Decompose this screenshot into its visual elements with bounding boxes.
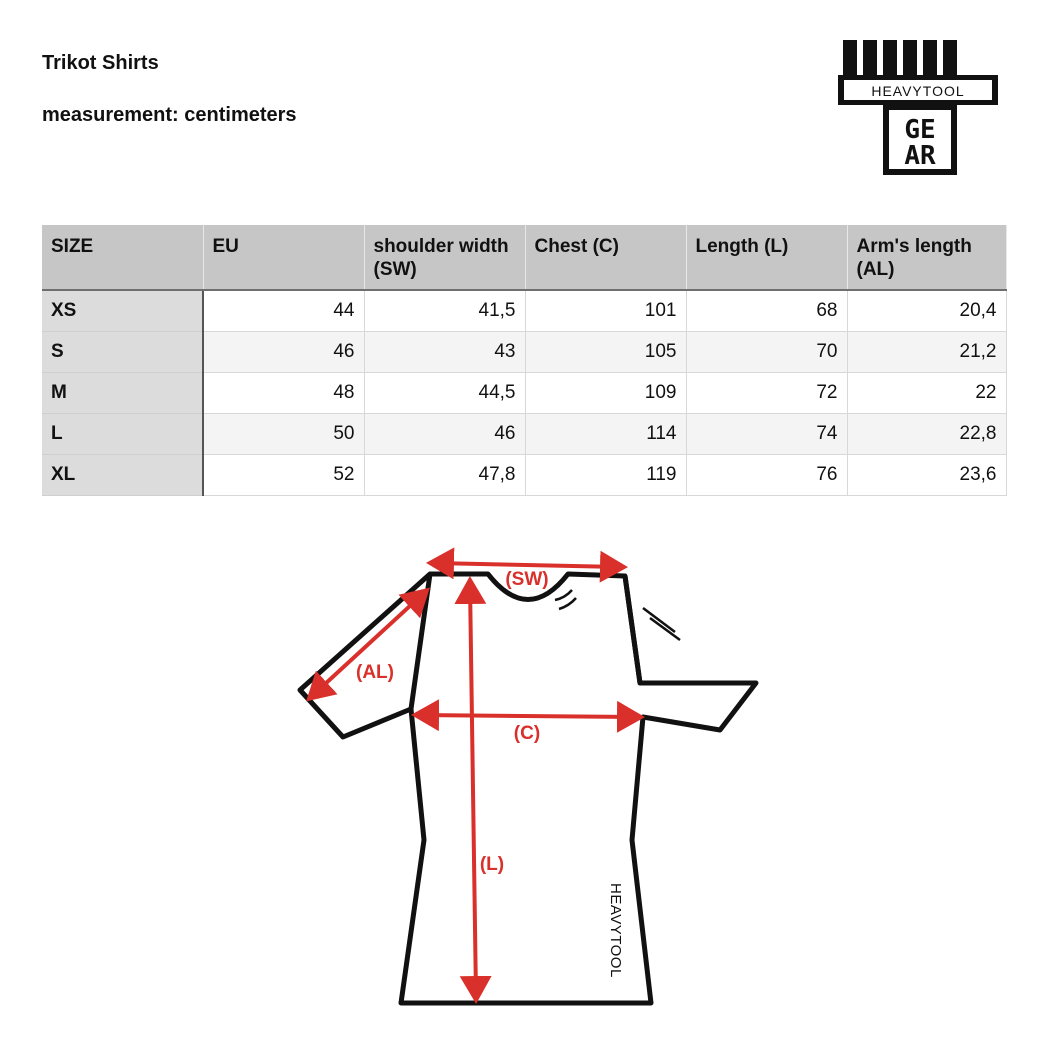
length-cell: 72 xyxy=(686,373,847,414)
heavytool-gear-logo xyxy=(838,40,998,175)
measurement-unit-label: measurement: centimeters xyxy=(42,104,297,126)
sw-cell: 41,5 xyxy=(364,290,525,332)
sw-cell: 46 xyxy=(364,414,525,455)
length-cell: 68 xyxy=(686,290,847,332)
length-cell: 76 xyxy=(686,455,847,496)
eu-cell: 52 xyxy=(203,455,364,496)
logo-top-text: HEAVYTOOL xyxy=(871,83,965,99)
page-title: Trikot Shirts xyxy=(42,52,159,74)
logo-bottom-line2: AR xyxy=(904,141,936,171)
chest-cell: 101 xyxy=(525,290,686,332)
shirt-brand-print: HEAVYTOOL xyxy=(607,883,624,978)
table-header-row xyxy=(42,225,1006,290)
chest-cell: 109 xyxy=(525,373,686,414)
table-row xyxy=(42,373,1006,414)
table-row xyxy=(42,332,1006,373)
length-cell: 70 xyxy=(686,332,847,373)
c-arrow xyxy=(419,715,637,717)
length-cell: 74 xyxy=(686,414,847,455)
eu-cell: 46 xyxy=(203,332,364,373)
header-arm-length: Arm's length (AL) xyxy=(847,225,1006,290)
header-eu: EU xyxy=(203,225,364,290)
arm-length-cell: 20,4 xyxy=(847,290,1006,332)
chest-cell: 119 xyxy=(525,455,686,496)
header-shoulder-width: shoulder width (SW) xyxy=(364,225,525,290)
sw-cell: 43 xyxy=(364,332,525,373)
sw-label: (SW) xyxy=(505,569,549,590)
header-chest: Chest (C) xyxy=(525,225,686,290)
arm-length-cell: 22,8 xyxy=(847,414,1006,455)
sw-arrow xyxy=(434,563,620,567)
eu-cell: 50 xyxy=(203,414,364,455)
size-cell: S xyxy=(42,332,203,373)
chest-cell: 105 xyxy=(525,332,686,373)
size-cell: L xyxy=(42,414,203,455)
size-table xyxy=(42,225,1007,496)
shirt-outline xyxy=(300,574,756,1003)
eu-cell: 48 xyxy=(203,373,364,414)
table-row xyxy=(42,455,1006,496)
c-label: (C) xyxy=(513,723,541,744)
logo-bottom-line1: GE xyxy=(904,115,936,145)
header-length: Length (L) xyxy=(686,225,847,290)
table-row xyxy=(42,414,1006,455)
arm-length-cell: 21,2 xyxy=(847,332,1006,373)
sw-cell: 47,8 xyxy=(364,455,525,496)
size-cell: XS xyxy=(42,290,203,332)
l-label: (L) xyxy=(479,854,505,875)
shirt-measurement-diagram xyxy=(290,545,770,1020)
arm-length-cell: 23,6 xyxy=(847,455,1006,496)
eu-cell: 44 xyxy=(203,290,364,332)
size-cell: M xyxy=(42,373,203,414)
al-label: (AL) xyxy=(356,662,394,683)
sw-cell: 44,5 xyxy=(364,373,525,414)
arm-length-cell: 22 xyxy=(847,373,1006,414)
size-cell: XL xyxy=(42,455,203,496)
header-size: SIZE xyxy=(42,225,203,290)
chest-cell: 114 xyxy=(525,414,686,455)
table-row xyxy=(42,290,1006,332)
